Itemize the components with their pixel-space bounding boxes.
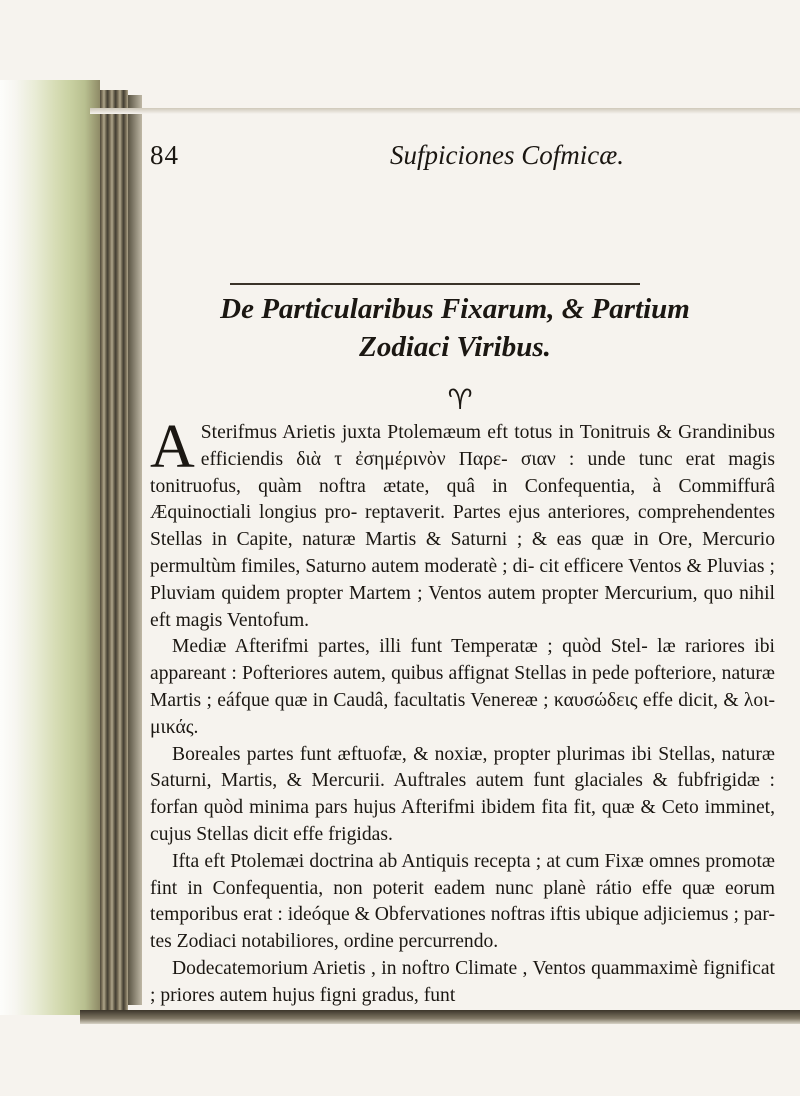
running-head — [150, 140, 770, 180]
page-bottom-edge — [80, 1010, 800, 1024]
page-number: 84 — [150, 140, 179, 170]
page-fold — [128, 95, 142, 1005]
paragraph-2: Mediæ Afterifmi partes, illi funt Temperatæ ; quòd Stel- læ rariores ibi appareant : Pofteriores autem, quibus affignat Stellas in pede pofteriore, naturæ Martis ; eáfque quæ in Caudâ, facultatis Venereæ ; καυσώδεις effe dicit, & λοι- μικάς. — [150, 636, 775, 738]
paragraph-3: Boreales partes funt æftuofæ, & noxiæ, propter plurimas ibi Stellas, naturæ Saturni, Martis, & Mercurii. Auftrales autem funt glaciales & fubfrigidæ : forfan quòd minima pars hujus Afterifmi ibidem fita fit, quæ & Ceto imminet, cujus Stellas dicit effe frigidas. — [150, 743, 775, 845]
running-title: Sufpiciones Cofmicæ. — [390, 140, 624, 170]
paragraph-1 — [150, 413, 775, 634]
heading-line-2: Zodiaci Viribus. — [359, 331, 551, 363]
paragraph-4: Ifta eft Ptolemæi doctrina ab Antiquis recepta ; at cum Fixæ omnes promotæ fint in Confequentia, non poterit eadem nunc planè rátio effe quæ eorum temporibus erat : ideóque & Obfervationes noftras iftis ubique adjiciemus ; par- tes Zodiaci notabiliores, ordine percurrendo. — [150, 850, 775, 953]
section-heading — [150, 290, 760, 366]
page-top-edge — [90, 108, 800, 114]
heading-rule — [230, 283, 640, 285]
drop-cap: A — [150, 413, 195, 481]
book-gutter — [0, 80, 100, 1015]
aries-sign-icon: ♈ — [447, 383, 473, 416]
paragraph-1-text: Sterifmus Arietis juxta Ptolemæum eft totus in Tonitruis & Grandinibus efficiendis διὰ τ ἐσημέρινὸν Παρε- σιαν : unde tunc erat magis tonitruofus, quàm noftra ætate, quâ in Confequentia, à Commiffurâ Æquinoctiali longius pro- reptaverit. Partes ejus anteriores, comprehendentes Stellas in Capite, naturæ Martis & Saturni ; & eas quæ in Ore, Mercurio permultùm fimiles, Saturno autem moderatè ; di- cit efficere Ventos & Pluvias ; Pluviam quidem propter Martem ; Ventos autem propter Mercurium, quo nihil eft magis Ventofum. — [150, 422, 775, 631]
paragraph-5: Dodecatemorium Arietis , in noftro Climate , Ventos quammaximè fignificat ; priores autem hujus figni gradus, funt — [150, 957, 775, 1006]
heading-line-1: De Particularibus Fixarum, & Partium — [220, 293, 690, 325]
binding-shadow — [100, 90, 128, 1010]
body-text — [150, 413, 775, 1010]
